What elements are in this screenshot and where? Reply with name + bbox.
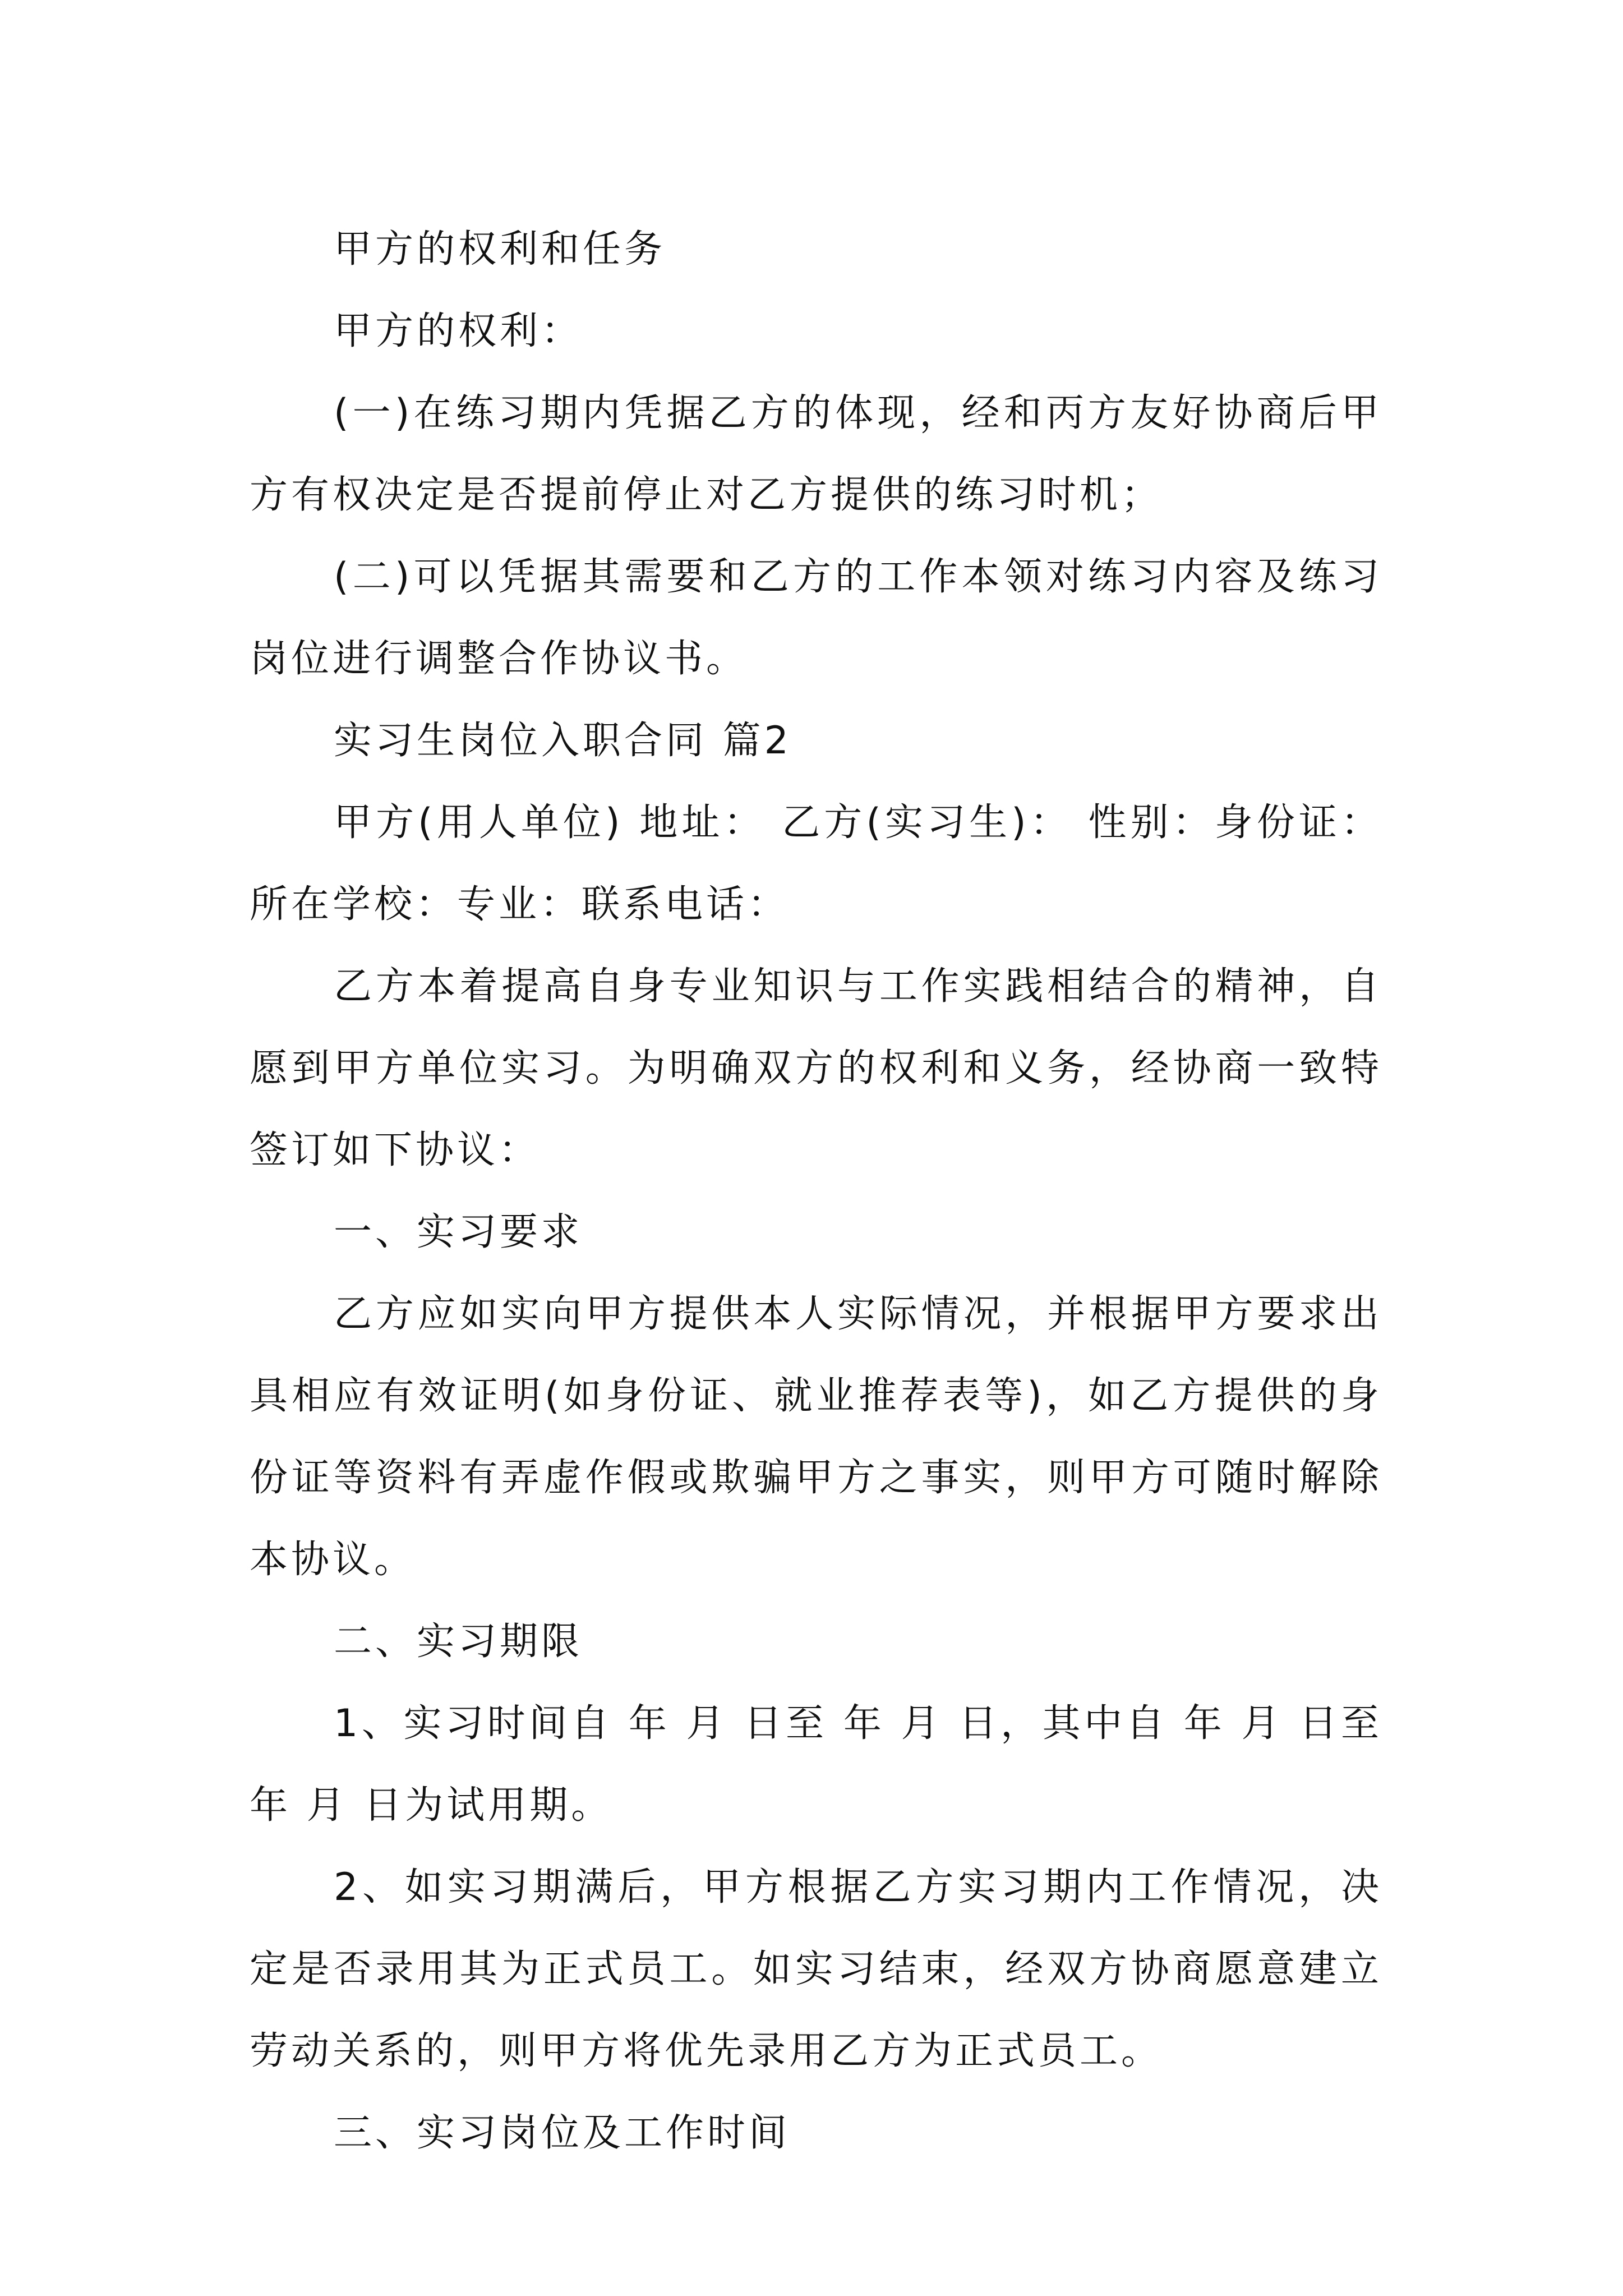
section-heading-party-a-rights-duties: 甲方的权利和任务 bbox=[334, 227, 666, 272]
term-item-2: 2、如实习期满后，甲方根据乙方实习期内工作情况，决定是否录用其为正式员工。如实习结束，经双方协商愿意建立劳动关系的，则甲方将优先录用乙方为正式员工。 bbox=[250, 1865, 1382, 2073]
section-heading-position-hours: 三、实习岗位及工作时间 bbox=[334, 2111, 791, 2155]
parties-info: 甲方(用人单位) 地址： 乙方(实习生)： 性别：身份证： 所在学校：专业：联系电话： bbox=[250, 800, 1382, 927]
section-heading-requirements: 一、实习要求 bbox=[334, 1210, 583, 1254]
term-item-1: 1、实习时间自 年 月 日至 年 月 日，其中自 年 月 日至 年 月 日为试用期。 bbox=[250, 1701, 1382, 1828]
requirements-text: 乙方应如实向甲方提供本人实际情况，并根据甲方要求出具相应有效证明(如身份证、就业推荐表等)，如乙方提供的身份证等资料有弄虚作假或欺骗甲方之事实，则甲方可随时解除本协议。 bbox=[250, 1292, 1382, 1582]
section-heading-term: 二、实习期限 bbox=[334, 1619, 583, 1664]
clause-2: (二)可以凭据其需要和乙方的工作本领对练习内容及练习岗位进行调整合作协议书。 bbox=[250, 555, 1382, 681]
contract-title: 实习生岗位入职合同 篇2 bbox=[334, 719, 792, 763]
preamble: 乙方本着提高自身专业知识与工作实践相结合的精神，自愿到甲方单位实习。为明确双方的权利和义务，经协商一致特签订如下协议： bbox=[250, 964, 1382, 1172]
document-body bbox=[250, 209, 1382, 2174]
clause-1: (一)在练习期内凭据乙方的体现，经和丙方友好协商后甲方有权决定是否提前停止对乙方提供的练习时机； bbox=[250, 391, 1382, 517]
subheading-party-a-rights: 甲方的权利： bbox=[334, 309, 583, 353]
